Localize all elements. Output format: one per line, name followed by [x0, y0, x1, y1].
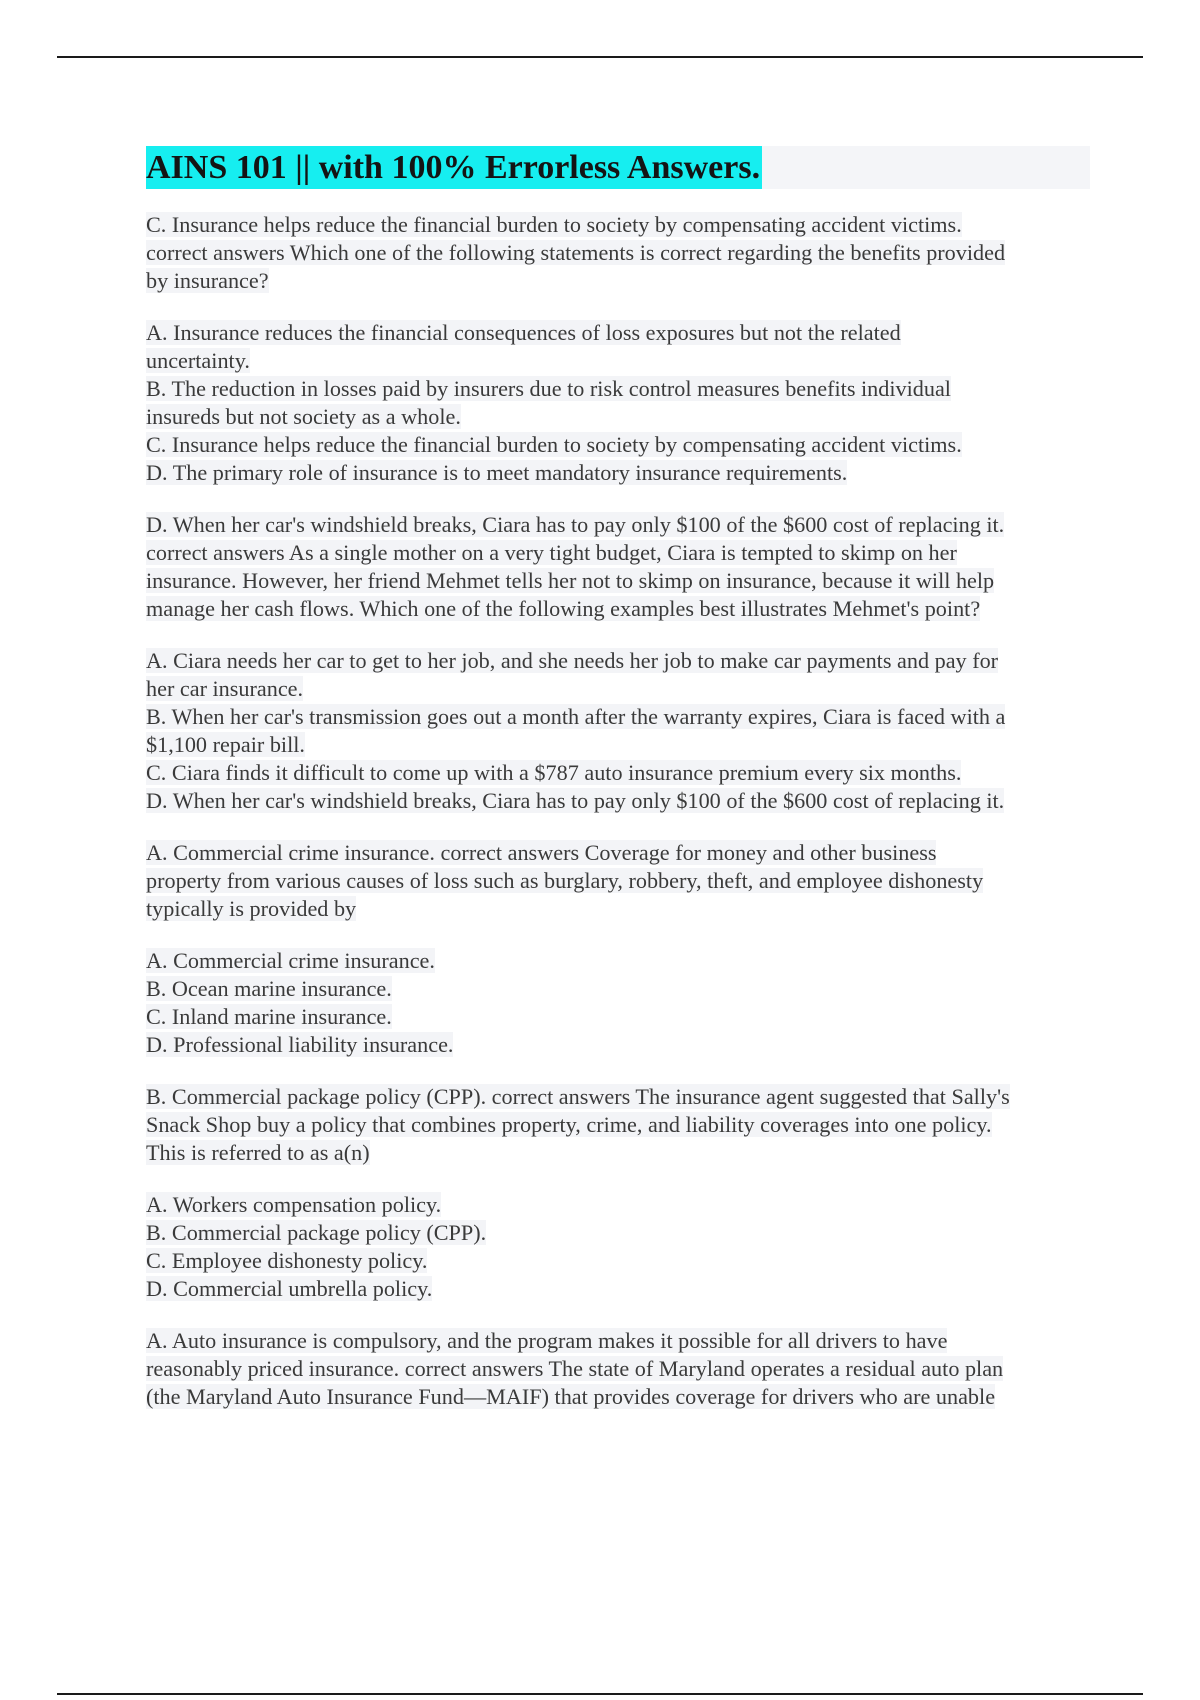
question-line [146, 867, 1090, 895]
line-text: D. The primary role of insurance is to meet mandatory insurance requirements. [146, 460, 848, 485]
line-text: C. Employee dishonesty policy. [146, 1248, 428, 1273]
line-text: C. Ciara finds it difficult to come up with a $787 auto insurance premium every six months. [146, 760, 962, 785]
question-line [146, 1383, 1090, 1411]
qa-blocks [146, 211, 1090, 1411]
line-text: typically is provided by [146, 896, 357, 921]
options-block [146, 647, 1090, 815]
question-block [146, 1327, 1090, 1411]
question-block [146, 839, 1090, 923]
options-block [146, 947, 1090, 1059]
question-line [146, 511, 1090, 539]
document-title: AINS 101 || with 100% Errorless Answers. [146, 146, 762, 189]
line-text: C. Insurance helps reduce the financial burden to society by compensating accident victims. [146, 432, 962, 457]
line-text: property from various causes of loss such as burglary, robbery, theft, and employee dishonesty [146, 868, 984, 893]
line-text: her car insurance. [146, 676, 304, 701]
question-line [146, 1327, 1090, 1355]
option-line [146, 675, 1090, 703]
option-line [146, 1003, 1090, 1031]
option-line [146, 459, 1090, 487]
line-text: correct answers Which one of the following statements is correct regarding the benefits provided [146, 240, 1006, 265]
question-line [146, 267, 1090, 295]
option-line [146, 1219, 1090, 1247]
line-text: B. Commercial package policy (CPP). correct answers The insurance agent suggested that Sally's [146, 1084, 1010, 1109]
question-line [146, 567, 1090, 595]
line-text: A. Insurance reduces the financial consequences of loss exposures but not the related [146, 320, 901, 345]
question-line [146, 1111, 1090, 1139]
option-line [146, 1031, 1090, 1059]
line-text: D. When her car's windshield breaks, Ciara has to pay only $100 of the $600 cost of replacing it. [146, 512, 1005, 537]
line-text: $1,100 repair bill. [146, 732, 305, 757]
line-text: D. Commercial umbrella policy. [146, 1276, 433, 1301]
line-text: Snack Shop buy a policy that combines property, crime, and liability coverages into one policy. [146, 1112, 992, 1137]
question-line [146, 1139, 1090, 1167]
question-block [146, 511, 1090, 623]
line-text: A. Commercial crime insurance. [146, 948, 435, 973]
line-text: A. Workers compensation policy. [146, 1192, 442, 1217]
top-rule [57, 56, 1143, 58]
line-text: B. When her car's transmission goes out a month after the warranty expires, Ciara is faced with a [146, 704, 1006, 729]
question-line [146, 1355, 1090, 1383]
line-text: (the Maryland Auto Insurance Fund—MAIF) that provides coverage for drivers who are unable [146, 1384, 996, 1409]
line-text: This is referred to as a(n) [146, 1140, 370, 1165]
line-text: A. Commercial crime insurance. correct answers Coverage for money and other business [146, 840, 937, 865]
question-line [146, 239, 1090, 267]
line-text: A. Ciara needs her car to get to her job, and she needs her job to make car payments and pay for [146, 648, 999, 673]
question-line [146, 895, 1090, 923]
line-text: by insurance? [146, 268, 269, 293]
question-line [146, 595, 1090, 623]
option-line [146, 403, 1090, 431]
line-text: B. The reduction in losses paid by insurers due to risk control measures benefits individual [146, 376, 951, 401]
option-line [146, 431, 1090, 459]
option-line [146, 703, 1090, 731]
question-line [146, 1083, 1090, 1111]
line-text: correct answers As a single mother on a very tight budget, Ciara is tempted to skimp on her [146, 540, 957, 565]
options-block [146, 1191, 1090, 1303]
option-line [146, 347, 1090, 375]
question-line [146, 539, 1090, 567]
title-band [146, 146, 1090, 189]
line-text: reasonably priced insurance. correct answers The state of Maryland operates a residual auto plan [146, 1356, 1004, 1381]
option-line [146, 787, 1090, 815]
option-line [146, 1275, 1090, 1303]
line-text: B. Commercial package policy (CPP). [146, 1220, 487, 1245]
line-text: manage her cash flows. Which one of the following examples best illustrates Mehmet's point? [146, 596, 981, 621]
question-line [146, 839, 1090, 867]
line-text: D. Professional liability insurance. [146, 1032, 454, 1057]
option-line [146, 759, 1090, 787]
line-text: A. Auto insurance is compulsory, and the program makes it possible for all drivers to have [146, 1328, 948, 1353]
option-line [146, 947, 1090, 975]
question-block [146, 211, 1090, 295]
option-line [146, 319, 1090, 347]
options-block [146, 319, 1090, 487]
line-text: D. When her car's windshield breaks, Ciara has to pay only $100 of the $600 cost of replacing it. [146, 788, 1005, 813]
line-text: C. Inland marine insurance. [146, 1004, 392, 1029]
option-line [146, 1247, 1090, 1275]
option-line [146, 1191, 1090, 1219]
option-line [146, 375, 1090, 403]
line-text: insurance. However, her friend Mehmet tells her not to skimp on insurance, because it will help [146, 568, 995, 593]
document-body [146, 146, 1090, 1411]
line-text: uncertainty. [146, 348, 250, 373]
line-text: insureds but not society as a whole. [146, 404, 461, 429]
question-block [146, 1083, 1090, 1167]
line-text: B. Ocean marine insurance. [146, 976, 392, 1001]
bottom-rule [57, 1693, 1143, 1695]
option-line [146, 975, 1090, 1003]
option-line [146, 731, 1090, 759]
option-line [146, 647, 1090, 675]
question-line [146, 211, 1090, 239]
line-text: C. Insurance helps reduce the financial burden to society by compensating accident victims. [146, 212, 962, 237]
